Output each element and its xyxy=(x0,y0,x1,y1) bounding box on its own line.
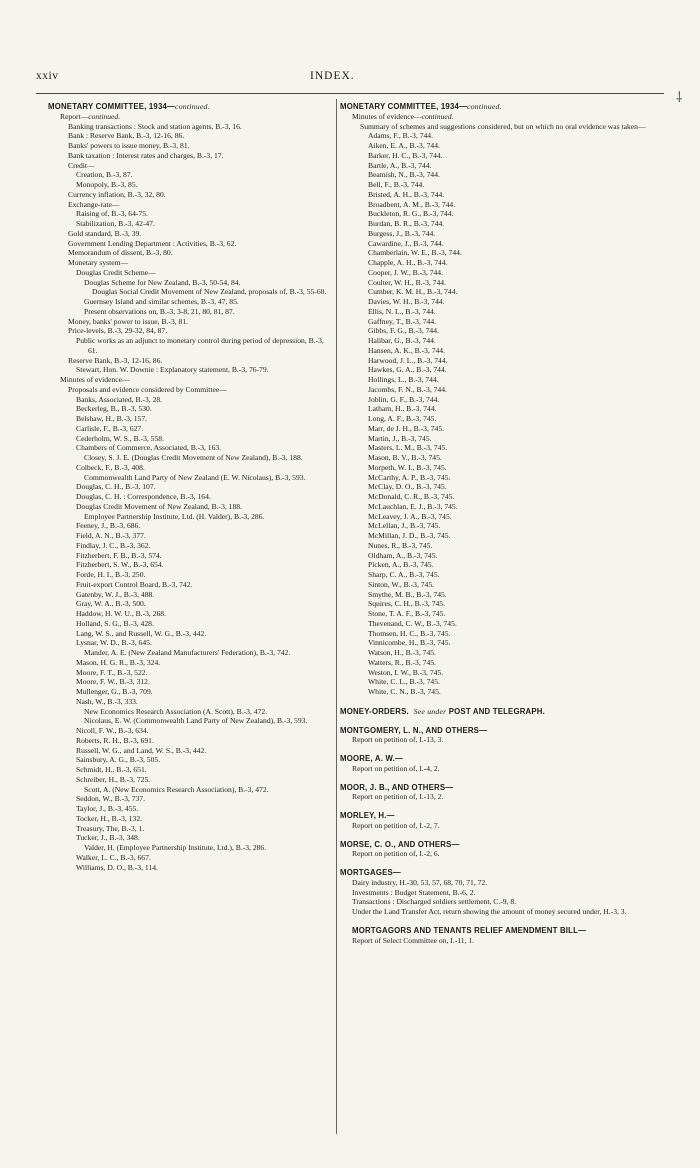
index-entry: Fitzherbert, S. W., B.-3, 654. xyxy=(76,560,164,570)
index-entry: McDonald, C. R., B.-3, 745. xyxy=(368,492,455,501)
index-entry: Coulter, W. H., B.-3, 744. xyxy=(368,277,446,287)
index-entry: Morpeth, W. I., B.-3, 745. xyxy=(368,462,447,472)
index-entry: Raising of, B.-3, 64-75. xyxy=(76,209,148,219)
index-entry: Thevenand, C. W., B.-3, 745. xyxy=(368,618,457,628)
index-heading: MONETARY COMMITTEE, 1934—continued. xyxy=(48,102,210,111)
index-entry: Sainsbury, A. G., B.-3, 505. xyxy=(76,755,161,765)
index-entry: Douglas, C. H., B.-3, 107. xyxy=(76,482,156,492)
index-heading: MONETARY COMMITTEE, 1934—continued. xyxy=(340,102,502,111)
index-entry: Report on petition of, I.-2, 6. xyxy=(352,849,440,859)
index-entry: Nunes, R., B.-3, 745. xyxy=(368,540,433,550)
index-entry: Douglas Scheme for New Zealand, B.-3, 50-54, 84. xyxy=(84,277,241,287)
index-entry: Burgess, J., B.-3, 744. xyxy=(368,228,436,238)
index-entry: Moore, F. T., B.-3, 522. xyxy=(76,667,148,677)
index-entry: Report on petition of, I.-2, 7. xyxy=(352,820,440,830)
index-entry: Aiken, E. A., B.-3, 744. xyxy=(368,141,440,150)
index-entry: Douglas Credit Scheme— xyxy=(76,267,156,277)
index-entry: Mullenger, G., B.-3, 709. xyxy=(76,687,153,696)
index-entry: Buckleton, R. G., B.-3, 744. xyxy=(368,209,454,219)
index-entry: Oldham, A., B.-3, 745. xyxy=(368,550,438,560)
index-entry: Bank taxation : Interest rates and charges, B.-3, 17. xyxy=(68,150,224,160)
index-entry: Picken, A., B.-3, 745. xyxy=(368,560,434,570)
index-entry: Burdan, B. R., B.-3, 744. xyxy=(368,219,445,228)
index-entry: Williams, D. O., B.-3, 114. xyxy=(76,862,158,872)
index-entry: Valder, H. (Employee Partnership Institute, Ltd.), B.-3, 286. xyxy=(84,843,267,852)
index-entry: Dairy industry, H.-30, 53, 57, 68, 70, 71, 72. xyxy=(352,877,488,887)
index-entry: Report on petition of, I.-13, 2. xyxy=(352,792,444,802)
index-entry: Colbeck, F., B.-3, 408. xyxy=(76,462,145,472)
header-rule xyxy=(36,93,664,94)
index-entry: Gaffney, T., B.-3, 744. xyxy=(368,316,437,326)
index-entry: Report on petition of, I.-4, 2. xyxy=(352,763,440,773)
index-entry: McClay, D. O., B.-3, 745. xyxy=(368,482,447,492)
index-entry: Haddow, H. W. U., B.-3, 268. xyxy=(76,609,166,618)
index-entry: Investments : Budget Statement, B.-6, 2. xyxy=(352,887,476,897)
index-entry: Hollings, L., B.-3, 744. xyxy=(368,375,439,384)
index-entry: Banks' powers to issue money, B.-3, 81. xyxy=(68,141,190,150)
index-entry: Watters, R., B.-3, 745. xyxy=(368,657,436,667)
index-entry: Fitzherbert, F. B., B.-3, 574. xyxy=(76,550,162,560)
index-entry: Creation, B.-3, 87. xyxy=(76,170,133,180)
index-entry: Guernsey Island and similar schemes, B.-3, 47, 85. xyxy=(84,297,239,306)
index-entry: Sharp, C. A., B.-3, 745. xyxy=(368,570,440,579)
index-entry: Schmidt, H., B.-3, 651. xyxy=(76,765,147,774)
index-entry: Currency inflation, B.-3, 32, 80. xyxy=(68,189,166,199)
index-entry: Harwood, J. L., B.-3, 744. xyxy=(368,355,448,365)
index-entry: Lang, W. S., and Russell, W. G., B.-3, 442. xyxy=(76,628,207,638)
index-entry: Watson, H., B.-3, 745. xyxy=(368,648,436,657)
index-entry: Findlay, J. C., B.-3, 362. xyxy=(76,540,151,550)
index-entry: Cawardine, J., B.-3, 744. xyxy=(368,238,444,248)
index-entry: Hawkes, G. A., B.-3, 744. xyxy=(368,365,447,375)
index-entry: Employee Partnership Institute, Ltd. (H. Valder), B.-3, 286. xyxy=(84,511,265,521)
index-entry: Money, banks' power to issue, B.-3, 81. xyxy=(68,316,189,326)
index-entry: Holland, S. G., B.-3, 428. xyxy=(76,618,154,628)
index-entry: Long, A. F., B.-3, 745. xyxy=(368,414,437,423)
index-entry: Ellis, N. L., B.-3, 744. xyxy=(368,306,436,316)
index-entry: McCarthy, A. P., B.-3, 745. xyxy=(368,472,451,482)
index-heading: MOOR, J. B., AND OTHERS— xyxy=(340,782,454,792)
index-entry: Fruit-export Control Board, B.-3, 742. xyxy=(76,579,193,589)
index-heading: MORTGAGORS AND TENANTS RELIEF AMENDMENT BILL— xyxy=(352,925,587,935)
index-entry: Stabilization, B.-3, 42-47. xyxy=(76,219,155,228)
index-entry: Broadbent, A. M., B.-3, 744. xyxy=(368,199,456,209)
index-heading: MORSE, C. O., AND OTHERS— xyxy=(340,839,460,849)
index-entry: Government Lending Department : Activities, B.-3, 62. xyxy=(68,238,237,248)
index-heading: MONEY-ORDERS. See under POST AND TELEGRAPH. xyxy=(340,706,545,716)
index-entry: Credit— xyxy=(68,160,95,170)
left-column xyxy=(48,102,332,872)
index-entry: Weston, I. W., B.-3, 745. xyxy=(368,667,444,677)
index-entry: Chapple, A. H., B.-3, 744. xyxy=(368,258,448,267)
index-entry: Chamberlain, W. E., B.-3, 744. xyxy=(368,248,462,258)
index-entry: Douglas Credit Movement of New Zealand, B.-3, 188. xyxy=(76,501,242,511)
index-entry: Monopoly, B.-3, 85. xyxy=(76,180,138,189)
index-entry: Russell, W. G., and Land, W. S., B.-3, 442. xyxy=(76,745,207,755)
index-entry: Stone, T. A. F., B.-3, 745. xyxy=(368,609,446,618)
index-entry: Gatenby, W. J., B.-3, 488. xyxy=(76,589,155,599)
index-entry: Davies, W. H., B.-3, 744. xyxy=(368,297,445,306)
index-entry: Schreiber, H., B.-3, 725. xyxy=(76,774,151,784)
index-entry: Scott, A. (New Economics Research Association), B.-3, 472. xyxy=(84,784,269,794)
index-entry: Latham, H., B.-3, 744. xyxy=(368,404,437,414)
index-entry: Sinton, W., B.-3, 745. xyxy=(368,579,435,589)
index-entry: Present observations on, B.-3, 3-8, 21, 80, 81, 87. xyxy=(84,306,235,316)
index-entry: Nash, W., B.-3, 333. xyxy=(76,696,138,706)
page-title: INDEX. xyxy=(310,70,355,82)
index-entry: Vinnicombe, H., B.-3, 745. xyxy=(368,638,451,648)
index-entry: Roberts, R. H., B.-3, 691. xyxy=(76,735,154,745)
index-entry: Monetary system— xyxy=(68,258,129,267)
subheading: Minutes of evidence—continued. xyxy=(352,111,454,121)
index-entry: Moore, F. W., B.-3, 312. xyxy=(76,677,150,687)
index-entry: McLauchlan, E. J., B.-3, 745. xyxy=(368,501,458,511)
index-entry: Stewart, Hon. W. Downie : Explanatory statement, B.-3, 76-79. xyxy=(76,365,269,375)
index-entry: Belshaw, H., B.-3, 157. xyxy=(76,414,148,423)
index-entry: Chambers of Commerce, Associated, B.-3, 163. xyxy=(76,443,222,453)
index-entry: Halibar, G., B.-3, 744. xyxy=(368,336,436,345)
index-entry: Under the Land Transfer Act, return showing the amount of money secured under, H.-3, 3. xyxy=(352,907,627,916)
index-entry: Lysnar, W. D., B.-3, 645. xyxy=(76,638,152,648)
index-entry: Thomsen, H. C., B.-3, 745. xyxy=(368,628,451,638)
index-entry: Treasury, The, B.-3, 1. xyxy=(76,823,145,833)
index-entry: Barker, H. C., B.-3, 744. xyxy=(368,150,443,160)
subheading: Proposals and evidence considered by Committee— xyxy=(68,384,227,394)
index-entry: Douglas, C. H. : Correspondence, B.-3, 164. xyxy=(76,492,211,501)
index-entry: Hansen, A. K., B.-3, 744. xyxy=(368,345,445,355)
index-entry: Transactions : Discharged soldiers settlement, C.-9, 8. xyxy=(352,897,517,907)
index-entry: Banks, Associated, B.-3, 28. xyxy=(76,394,163,404)
index-entry: Seddon, W., B.-3, 737. xyxy=(76,794,145,804)
index-entry: Exchange-rate— xyxy=(68,199,120,209)
index-entry: Bell, F., B.-3, 744. xyxy=(368,180,425,189)
column-separator xyxy=(336,99,337,1134)
index-entry: Gibbs, F. G., B.-3, 744. xyxy=(368,326,439,336)
index-entry: Bank : Reserve Bank, B.-3, 12-16, 86. xyxy=(68,131,185,141)
index-entry: Commonwealth Land Party of New Zealand (E. W. Nicolaus), B.-3, 593. xyxy=(84,472,306,482)
index-entry: Beamish, N., B.-3, 744. xyxy=(368,170,440,180)
index-entry: Gray, W. A., B.-3, 500. xyxy=(76,599,146,609)
subheading: Minutes of evidence— xyxy=(60,375,130,384)
index-entry: Beckerleg, B., B.-3, 530. xyxy=(76,404,152,414)
index-entry: White, C. N., B.-3, 745. xyxy=(368,687,441,696)
index-heading: MONTGOMERY, L. N., AND OTHERS— xyxy=(340,725,488,735)
index-entry: Report of Select Committee on, I.-11, 1. xyxy=(352,935,475,945)
index-entry: Gold standard, B.-3, 39. xyxy=(68,228,142,238)
index-entry: Nicoll, F. W., B.-3, 634. xyxy=(76,726,149,735)
index-entry: Price-levels, B.-3, 29-32, 84, 87. xyxy=(68,326,168,336)
index-entry: Jacombs, F. N., B.-3, 744. xyxy=(368,384,447,394)
index-entry: Cooper, J. W., B.-3, 744. xyxy=(368,267,444,277)
index-entry: Carlisle, F., B.-3, 627. xyxy=(76,423,144,433)
index-entry: Memorandum of dissent, B.-3, 80. xyxy=(68,248,173,258)
index-entry: Public works as an adjunct to monetary control during period of depression, B.-3, 61. xyxy=(76,336,324,355)
index-entry: McMillan, J. D., B.-3, 745. xyxy=(368,531,451,540)
subheading: Summary of schemes and suggestions considered, but on which no oral evidence was taken— xyxy=(360,121,646,131)
index-entry: Tocker, H., B.-3, 132. xyxy=(76,813,143,823)
index-entry: Banking transactions : Stock and station agents, B.-3, 16. xyxy=(68,121,242,131)
index-entry: Squires, C. H., B.-3, 745. xyxy=(368,599,445,609)
index-entry: Closey, S. J. E. (Douglas Credit Movement of New Zealand), B.-3, 188. xyxy=(84,453,303,462)
index-entry: Report on petition of, I.-13, 3. xyxy=(352,735,444,745)
index-heading: MORLEY, H.— xyxy=(340,811,395,820)
index-entry: Walker, L. C., B.-3, 667. xyxy=(76,852,151,862)
index-entry: Forde, H. I., B.-3, 250. xyxy=(76,570,146,579)
index-entry: Taylor, J., B.-3, 455. xyxy=(76,804,139,813)
index-entry: Smythe, M. B., B.-3, 745. xyxy=(368,589,447,599)
index-entry: Mander, A. E. (New Zealand Manufacturers' Federation), B.-3, 742. xyxy=(84,648,291,657)
index-entry: Mason, B. V., B.-3, 745. xyxy=(368,453,442,462)
index-entry: Adams, F., B.-3, 744. xyxy=(368,131,433,141)
scan-mark: ⸸ xyxy=(676,90,683,106)
index-entry: Martin, J., B.-3, 745. xyxy=(368,433,432,443)
index-entry: Feeney, J., B.-3, 686. xyxy=(76,521,141,531)
right-column xyxy=(340,102,658,945)
index-entry: Marr, de J. H., B.-3, 745. xyxy=(368,423,445,433)
subheading: Report—continued. xyxy=(60,111,121,121)
index-heading: MOORE, A. W.— xyxy=(340,754,403,763)
index-entry: Masters, L. M., B.-3, 745. xyxy=(368,443,448,453)
index-entry: Cederholm, W. S., B.-3, 558. xyxy=(76,433,164,443)
index-entry: Cumber, K. M. H., B.-3, 744. xyxy=(368,287,458,297)
index-entry: Tucker, J., B.-3, 348. xyxy=(76,833,140,843)
index-entry: Reserve Bank, B.-3, 12-16, 86. xyxy=(68,355,163,365)
index-heading: MORTGAGES— xyxy=(340,868,401,877)
page-number: xxiv xyxy=(36,70,59,82)
index-entry: McLeavey, J. A., B.-3, 745. xyxy=(368,511,452,521)
index-entry: Field, A. N., B.-3, 377. xyxy=(76,531,146,540)
index-entry: Joblin, G. F., B.-3, 744. xyxy=(368,394,440,404)
index-entry: White, C. L., B.-3, 745. xyxy=(368,677,440,687)
index-entry: McLellan, J., B.-3, 745. xyxy=(368,521,441,531)
index-entry: Bartle, A., B.-3, 744. xyxy=(368,160,432,170)
index-entry: Mason, H. G. R., B.-3, 324. xyxy=(76,657,161,667)
index-entry: New Economics Research Association (A. Scott), B.-3, 472. xyxy=(84,706,268,716)
index-entry: Douglas Social Credit Movement of New Zealand, proposals of, B.-3, 55-60. xyxy=(92,287,327,297)
index-entry: Bristed, A. H., B.-3, 744. xyxy=(368,189,445,199)
index-entry: Nicolaus, E. W. (Commonwealth Land Party of New Zealand), B.-3, 593. xyxy=(84,716,308,726)
